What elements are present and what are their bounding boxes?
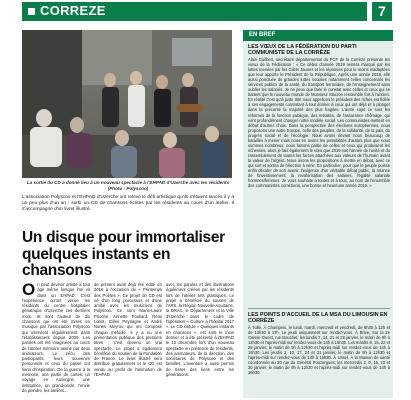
brief-1-text: Alain Guilbert, secrétaire départemental du PCF de la Corrèze présente les vœux de la Fédération : « Ce début d'année 2019 restera marqué par les luttes menées par les Gilets Jaunes et les réponses pour le moins inadaptées que leur apporte le Président de la République. Après une année 2018, elle aussi ponctuée de grandes luttes sociales notamment celles concernant les services publics de la santé, du transport ferroviaire, de l'enseignement sans oublier les salariés. Je ne peux que faire le constat avec celles et ceux qui se battent que le nouveau monde de Monsieur Macron ressemble fort à l'ancien. En réalité c'est qu'à juste titre nous appelions le président des riches est fidèle à ses engagements consistant à tout donner à ceux qui ont déjà et à plonger dans la précarité la majorité des plus fragiles. L'autre sujet ce sont les réformes de la fonction publique, des retraites, de l'assurance chômage, qui vont profondément changer notre modèle social. Les communistes mettent en débat d'autres choix. Dans la perspective des élections européennes, nous proposons une autre Europe, celle des peuples, de la solidarité, de la paix, du progrès social et de l'écologie. Nous avons devant nous beaucoup de batailles à mener mais nous en avons les possibilités d'autant plus que nous sommes nombreux, nous faisons partie de celles et ceux qui produisent les richesses, alors je fais également le vœu que 2019 soit l'année de l'unité et du rassemblement de toutes les forces attachées aux valeurs de l'humain avant la valeur de l'argent. Nous avons les propositions à mettre en débat, avec ce qui sort et sortira de l'élection à venir. En particulier, pour que le peuple puisse enfin décider de son avenir, l'exigence d'un véritable débat public, la relance de l'investissement, la revalorisation des salaires, l'égalité salariale hommes/femmes. Je vous souhaite à toutes et à tous, au nom de l'ensemble des communistes corréziens, une bonne et heureuse année 2019. » <box>248 57 390 189</box>
article-column-1 <box>22 282 90 393</box>
drop-cap: O <box>22 280 36 299</box>
page-header <box>0 0 411 24</box>
article-intro: L'association Polyscoo et l'EHPAD d'Uzerche ont relevé le défi artistique qu'ils s'étaient lancés il y a un peu plus d'un an : sortir un CD de chansons écrites par les résidents au cours d'un atelier. Il s'accompagne d'un livret illustré. <box>22 195 234 212</box>
sidebar-label: EN BREF <box>243 30 393 41</box>
photo-caption: La sortie du CD a donné lieu à un nouveau spectacle à l'EHPAD d'Uzerche avec les résidents (Photo : Polyscoo) <box>26 180 230 191</box>
article-photo <box>22 30 232 178</box>
article-column-2: de présent avait déjà été édité en 2016 à l'occasion de « Printemps des Poètes ». Ce projet de CD est né d'un long processus et d'une amitié avec les musiciens de Polyscoo. Ce sont Marie-Laure Prioche, Annette Pouliard, Rémi Loriot, Gilles Peyrlagne et André Nunes Meyrou qui ont composé chaque mélodie. Il y a eu une présentation publique des premiers titres ; c'est devenu un vrai spectacle. Le projet a également bénéficié du soutien de la Fondation de France. Le livret illustré sera distribué gratuitement et le CD est vendu au profit de l'animation de l'EHPAD. <box>94 282 162 378</box>
article-column-3: avec les paroles et des illustrations également créées par les résidents lors de l'atelier arts plastiques. Le projet a bénéficié du soutien de l'ARS, la Région Nouvelle-Aquitaine, la DRAC, le Département et la Ville d'Uzerche dans le cadre de l'opération « Culture à l'hôpital 2017 ». Le CD intitulé « Quelques instants en chansons », est sorti le mois dernier et a été présenté à l'EHPAD le 10 décembre lors d'un nouveau spectacle en présence de résidents, des animateurs, de la direction, des sociétaires de Polyscoo et des familles. L'aventure a aussi permis de tisser des liens entre les générations. <box>166 282 234 378</box>
brief-2-title: LES POINTS D'ACCUEIL DE LA MSA DU LIMOUSIN EN CORRÈZE <box>248 312 388 325</box>
brief-1-title: LES VŒUX DE LA FÉDÉRATION DU PARTI COMMUNISTE DE LA CORRÈZE <box>248 44 357 57</box>
section-banner <box>22 2 367 21</box>
concert-photo-illustration <box>22 30 232 178</box>
brief-2-text: À Tulle, À Champeix, le lundi, mardi, mercredi et vendredi, de 8h30 à 12h et de 13h30 à 17h. Le jeudi uniquement sur rendez-vous. À Brive, Sur la 2e Caisse Ouest, rue Bouchet, les lundis 7, 14, 21 et 28 janvier, le matin de 9h à 12h30 et l'après-midi sur rendez-vous de 14h à 16h30. Les mardis 8, 15, 22 et 29 janvier, le matin de 9h à 12h30 et l'après-midi sur rendez-vous de 14h à 16h30. Les jeudis 3, 10, 17, 24 et 31 janvier, le matin de 9h à 12h30 et l'après-midi sur rendez-vous de 14h à 16h30. À Ussel, À la Maison de santé coordonnée au 20 rue du Général Pouzergues, les mercredis 2, 9, 16, 23 et 30 janvier, le matin de 9h à 12h30 et l'après-midi sur rendez-vous de 14h à 16h30. <box>248 325 390 376</box>
article-headline: Un disque pour immortaliser quelques instants en chansons <box>22 229 225 279</box>
sidebar-divider <box>248 308 390 309</box>
square-bullet-icon <box>28 8 35 15</box>
page-number: 7 <box>372 2 392 21</box>
column-1-text: n peut devenir artiste à tout âge même lorsque l'on vit dans un EHPAD. C'est l'expérience qu'ont vécue les résidents du centre hospitalier gériatrique d'Uzerche ces derniers mois. Ils sont l'auteur de dix chansons qui ont été mises en musique par l'association Polyscoo qui intervient régulièrement dans l'établissement depuis 2009. Les paroles ont été imaginées au cours de l'atelier mémoire animé par deux animateurs. Le vécu des participants, leurs souvenirs personnels et ceux du passé ont servi d'inspiration. De la guerre à la mémoire, une partie de cartes, un voyage en Auvergne, une institutrice, un grand-oncle, l'envie de peindre, les ateliers... <box>22 282 90 393</box>
section-title: CORREZE <box>40 3 106 18</box>
